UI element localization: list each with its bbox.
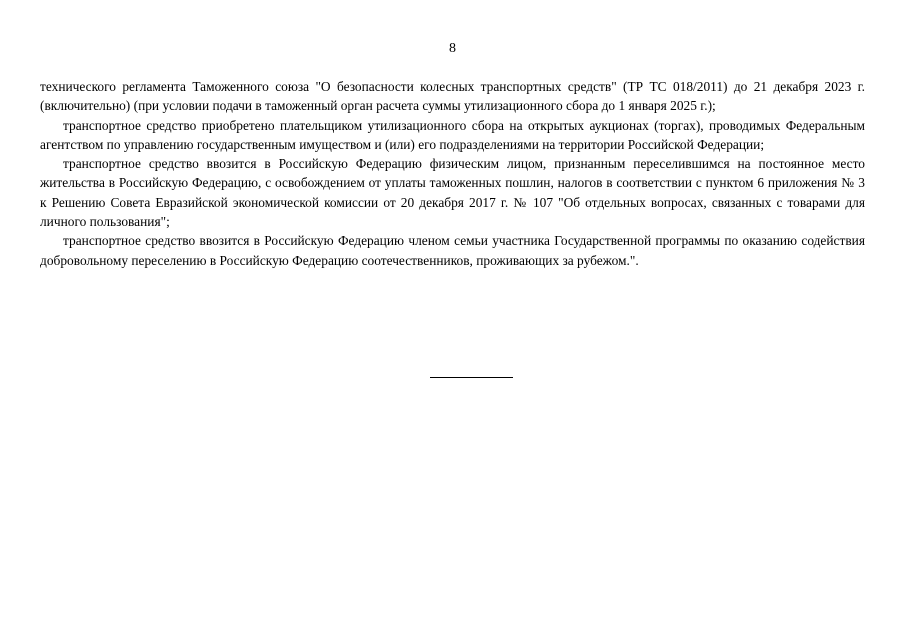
paragraph-resettled-person: транспортное средство ввозится в Российскую Федерацию физическим лицом, признанным переселившимся на постоянное место жительства в Российскую Федерацию, с освобождением от уплаты таможенных пошлин, налогов в соответствии с пунктом 6 приложения № 3 к Решению Совета Евразийской экономической комиссии от 20 декабря 2017 г. № 107 "Об отдельных вопросах, связанных с товарами для личного пользования"; bbox=[40, 156, 865, 230]
page-number: 8 bbox=[449, 41, 456, 56]
paragraph-family-member: транспортное средство ввозится в Российскую Федерацию членом семьи участника Государственной программы по оказанию содействия добровольному переселению в Российскую Федерацию соотечественников, проживающих за рубежом.". bbox=[40, 233, 865, 268]
document-body bbox=[40, 77, 865, 270]
closing-divider bbox=[430, 377, 513, 378]
paragraph-continuation: технического регламента Таможенного союза "О безопасности колесных транспортных средств" (ТР ТС 018/2011) до 21 декабря 2023 г. (включительно) (при условии подачи в таможенный орган расчета суммы утилизационного сбора до 1 января 2025 г.); bbox=[40, 79, 865, 114]
paragraph-auction: транспортное средство приобретено плательщиком утилизационного сбора на открытых аукционах (торгах), проводимых Федеральным агентством по управлению государственным имуществом и (или) его подразделениями на территории Российской Федерации; bbox=[40, 117, 865, 152]
